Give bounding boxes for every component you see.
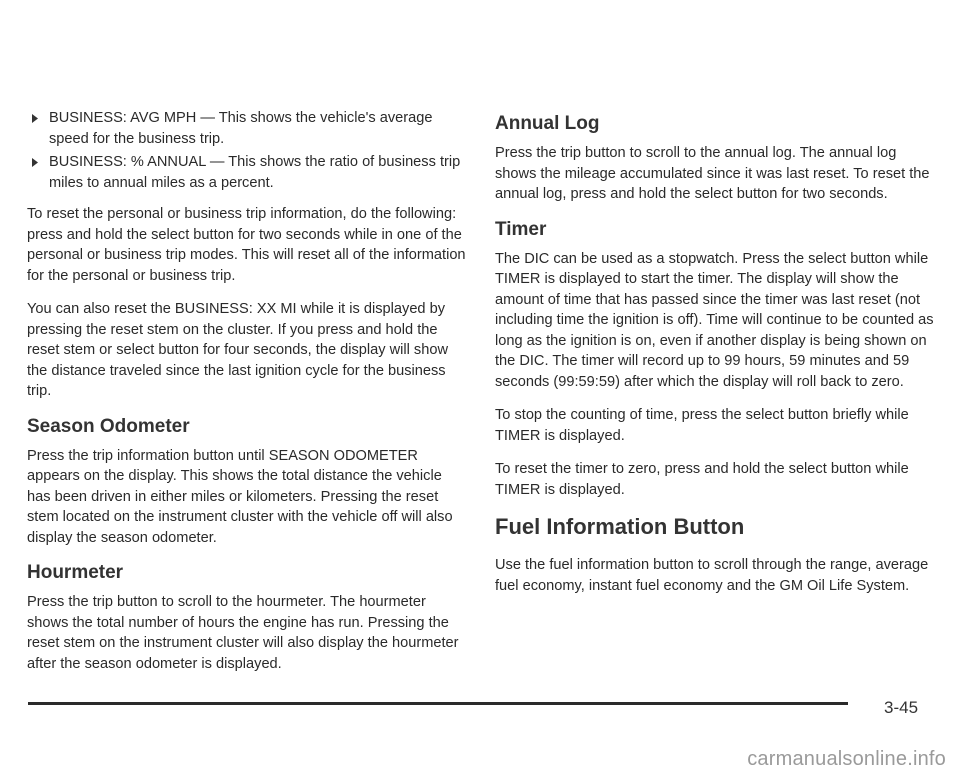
footer-rule bbox=[28, 702, 848, 705]
bullet-arrow-icon bbox=[32, 158, 38, 167]
paragraph-timer-stop: To stop the counting of time, press the select button briefly while TIMER is displayed. bbox=[495, 407, 909, 444]
heading-hourmeter: Hourmeter bbox=[27, 562, 124, 583]
bullet-arrow-icon bbox=[32, 114, 38, 123]
paragraph-reset-business: You can also reset the BUSINESS: XX MI while it is displayed by pressing the reset stem on the cluster. If you press and hold the reset stem or select button for four seconds, the display will show the distance traveled since the last ignition cycle for the business trip. bbox=[27, 301, 448, 399]
paragraph-timer-intro: The DIC can be used as a stopwatch. Press the select button while TIMER is displayed to start the timer. The display will show the amount of time that has passed since the timer was last reset (not including time the ignition is off). Time will continue to be counted as long as the ignition is on, even if another display is being shown on the DIC. The timer will record up to 99 hours, 59 minutes and 59 seconds (99:59:59) after which the display will roll back to zero. bbox=[495, 250, 934, 390]
left-column bbox=[27, 108, 467, 687]
bullet-text: BUSINESS: % ANNUAL — This shows the ratio of business trip miles to annual miles as a percent. bbox=[49, 154, 461, 191]
paragraph-annual-log: Press the trip button to scroll to the annual log. The annual log shows the mileage accumulated since it was last reset. To reset the annual log, press and hold the select button for two seconds. bbox=[495, 145, 930, 202]
heading-season-odometer: Season Odometer bbox=[27, 415, 190, 437]
paragraph-reset-trip: To reset the personal or business trip information, do the following: press and hold the select button for two seconds while in one of the personal or business trip modes. This will reset all of the information for the personal or business trip. bbox=[27, 206, 466, 284]
paragraph-hourmeter: Press the trip button to scroll to the hourmeter. The hourmeter shows the total number of hours the engine has run. Pressing the reset stem on the instrument cluster will also display the hourmeter after the season odometer is displayed. bbox=[27, 594, 459, 672]
right-column bbox=[495, 112, 935, 609]
heading-timer: Timer bbox=[495, 218, 547, 240]
bullet-item bbox=[27, 108, 467, 150]
paragraph-fuel-information: Use the fuel information button to scroll through the range, average fuel economy, instant fuel economy and the GM Oil Life System. bbox=[495, 557, 929, 594]
page-number: 3-45 bbox=[884, 698, 919, 717]
heading-fuel-information-button: Fuel Information Button bbox=[495, 514, 745, 539]
watermark: carmanualsonline.info bbox=[747, 748, 946, 770]
heading-annual-log: Annual Log bbox=[495, 113, 600, 134]
bullet-item bbox=[27, 152, 467, 194]
paragraph-timer-reset: To reset the timer to zero, press and hold the select button while TIMER is displayed. bbox=[495, 461, 909, 498]
paragraph-season-odometer: Press the trip information button until SEASON ODOMETER appears on the display. This shows the total distance the vehicle has been driven in either miles or kilometers. Pressing the reset stem located on the instrument cluster with the vehicle off will also display the season odometer. bbox=[27, 447, 453, 546]
bullet-text: BUSINESS: AVG MPH — This shows the vehicle's average speed for the business trip. bbox=[49, 110, 433, 147]
